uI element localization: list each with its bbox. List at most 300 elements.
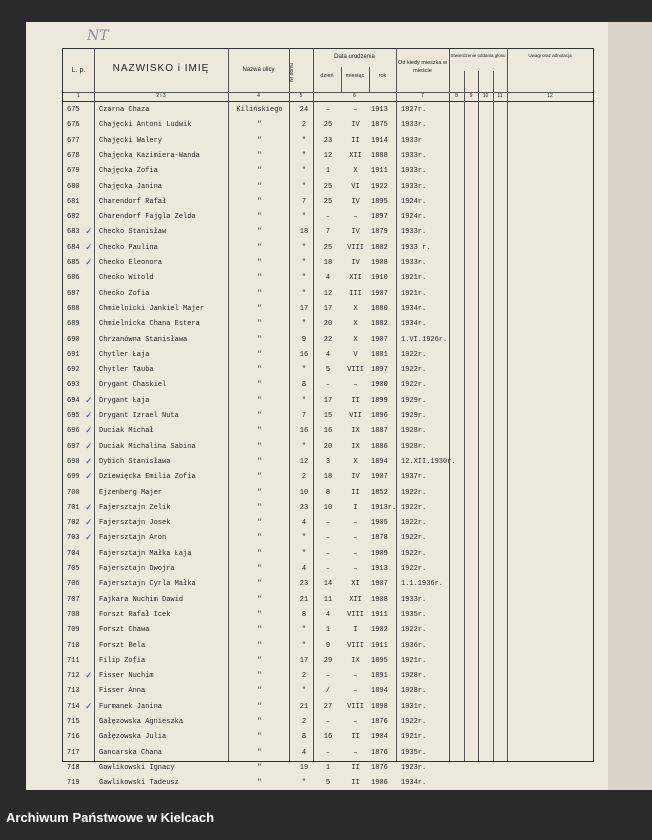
- archive-footer: [0, 800, 652, 840]
- row-year: 1887: [371, 427, 388, 436]
- row-since: 1933 r.: [401, 243, 431, 252]
- row-street: Kilińskiego: [236, 106, 283, 114]
- row-n: 692: [67, 366, 80, 375]
- checkmark: [85, 287, 95, 302]
- row-since: 1922r.: [401, 718, 427, 726]
- row-house: ": [301, 534, 307, 543]
- row-year: 1895: [371, 197, 388, 206]
- row-since: 1921r.: [401, 733, 427, 742]
- row-year: 1880: [371, 304, 388, 313]
- row-day: 11: [323, 595, 333, 604]
- row-day: 12: [323, 289, 333, 298]
- header-num: 2 i 3: [156, 93, 166, 99]
- row-house: 8: [301, 381, 307, 390]
- row-name: Checko Stanisław: [99, 228, 167, 237]
- header-street: Nazwa ulicy: [242, 67, 275, 73]
- row-year: 1886: [371, 442, 388, 451]
- row-name: Gancarska Chana: [99, 748, 163, 757]
- row-since: 1931r.: [401, 702, 427, 711]
- row-house: 7: [301, 412, 307, 420]
- row-name: Checko Witold: [99, 274, 154, 283]
- row-since: 1935r.: [401, 610, 427, 619]
- row-street: ": [257, 213, 262, 222]
- checkmark: [85, 103, 95, 118]
- row-house: ": [301, 366, 307, 375]
- row-street: ": [257, 304, 262, 313]
- row-house: ": [301, 641, 307, 650]
- row-n: 684: [67, 243, 80, 252]
- row-year: 1876: [371, 748, 388, 757]
- row-street: ": [257, 641, 262, 650]
- row-name: Chajęcka Kazimiera-Wanda: [99, 151, 200, 160]
- row-month: X: [353, 167, 358, 176]
- row-day: 25: [323, 197, 333, 206]
- row-year: 1881: [371, 350, 388, 359]
- row-n: 704: [67, 549, 80, 558]
- row-day: 20: [323, 320, 333, 329]
- row-n: 700: [67, 488, 80, 497]
- row-month: X: [353, 335, 358, 344]
- row-year: 1898: [371, 702, 388, 711]
- row-year: 1907: [371, 335, 388, 344]
- header-num: 7: [421, 93, 424, 99]
- checkmark: [85, 118, 95, 133]
- row-n: 685: [67, 259, 80, 267]
- row-month: –: [353, 213, 358, 222]
- row-since: 1928r.: [401, 687, 427, 696]
- checkmark: ✓: [85, 456, 93, 467]
- row-street: ": [257, 350, 262, 359]
- row-day: 9: [325, 641, 331, 650]
- row-n: 675: [67, 106, 80, 114]
- row-month: –: [353, 565, 358, 573]
- row-n: 676: [67, 121, 80, 130]
- row-house: ": [301, 167, 307, 176]
- row-since: 1934r.: [401, 779, 427, 788]
- row-n: 689: [67, 320, 80, 329]
- checkmark: [85, 608, 95, 623]
- row-n: 718: [67, 763, 80, 772]
- header-num: 5: [299, 93, 303, 99]
- row-n: 707: [67, 595, 80, 604]
- row-month: II: [351, 136, 360, 145]
- checkmark: ✓: [85, 227, 93, 238]
- checkmark: [85, 378, 95, 393]
- row-day: 25: [323, 182, 333, 191]
- row-year: 1879: [371, 228, 388, 237]
- row-since: 1933r.: [401, 182, 427, 191]
- checkmark: ✓: [85, 426, 93, 437]
- col-divider: [369, 67, 370, 92]
- row-year: 1897: [371, 366, 388, 375]
- row-name: Chajęcki Antoni Ludwik: [99, 121, 192, 130]
- checkmark: [85, 761, 95, 776]
- row-year: 1900: [371, 381, 388, 390]
- row-name: Forszt Chawa: [99, 626, 150, 635]
- checkmark: [85, 271, 95, 286]
- voter-register-table: [62, 48, 594, 788]
- row-house: 2: [301, 121, 307, 130]
- row-since: 1933r: [401, 136, 423, 145]
- row-n: 714: [67, 702, 80, 711]
- checkmark: [85, 639, 95, 654]
- checkmark: [85, 134, 95, 149]
- checkmark: [85, 317, 95, 332]
- checkmark: ✓: [85, 518, 93, 529]
- row-day: 4: [325, 610, 331, 619]
- header-house: Nr domu: [289, 62, 295, 82]
- checkmark: ✓: [85, 242, 93, 253]
- row-name: Checko Zofia: [99, 289, 150, 298]
- row-year: 1911: [371, 167, 388, 176]
- row-name: Filip Zofia: [99, 656, 146, 665]
- row-day: 18: [323, 473, 333, 482]
- row-month: VIII: [347, 243, 364, 252]
- row-since: 1922r.: [401, 366, 427, 375]
- row-house: ": [301, 243, 307, 252]
- row-name: Chajęcka Janina: [99, 182, 163, 191]
- row-since: 1922r.: [401, 549, 427, 558]
- row-n: 696: [67, 427, 80, 436]
- row-n: 705: [67, 565, 80, 573]
- row-since: 1921r.: [401, 274, 427, 283]
- row-street: ": [257, 748, 262, 757]
- row-name: Checko Paulina: [99, 243, 158, 252]
- row-name: Chajęcki Walery: [99, 136, 163, 145]
- row-street: ": [257, 335, 262, 344]
- row-month: VIII: [347, 366, 364, 375]
- row-n: 690: [67, 335, 80, 344]
- row-day: 1: [325, 626, 331, 635]
- row-since: 1922r.: [401, 503, 427, 512]
- row-name: Fajkara Nuchim Dawid: [99, 595, 184, 604]
- row-street: ": [257, 534, 262, 543]
- row-day: –: [325, 748, 331, 757]
- checkmark: [85, 302, 95, 317]
- row-since: 1929r.: [401, 412, 427, 420]
- row-street: ": [257, 366, 262, 375]
- next-page-edge: [608, 22, 652, 790]
- row-year: 1894: [371, 687, 388, 696]
- row-n: 695: [67, 412, 80, 420]
- row-name: Gawlikowski Ignacy: [99, 763, 175, 772]
- checkmark: ✓: [85, 502, 93, 513]
- row-street: ": [257, 718, 262, 726]
- row-month: VIII: [347, 641, 364, 650]
- checkmark: [85, 623, 95, 638]
- row-street: ": [257, 274, 262, 283]
- row-day: 1: [325, 167, 331, 176]
- row-street: ": [257, 243, 262, 252]
- row-since: 1928r.: [401, 427, 427, 436]
- col-divider: [507, 49, 508, 761]
- row-year: 1911: [371, 641, 388, 650]
- row-house: 16: [299, 350, 309, 359]
- row-n: 715: [67, 718, 80, 726]
- row-month: –: [353, 519, 358, 528]
- row-house: 8: [301, 733, 307, 742]
- row-house: 17: [299, 656, 309, 665]
- row-street: ": [257, 197, 262, 206]
- row-since: 1921r.: [401, 656, 427, 665]
- row-month: II: [351, 396, 360, 405]
- row-month: II: [351, 763, 360, 772]
- header-since: Od kiedy mieszka w mieście: [398, 60, 447, 74]
- row-since: 1927r.: [401, 106, 427, 114]
- row-house: 23: [299, 580, 309, 589]
- row-since: 1933r.: [401, 167, 427, 176]
- row-year: 1852: [371, 488, 388, 497]
- row-house: ": [301, 396, 307, 405]
- row-day: 10: [323, 503, 333, 512]
- row-house: 7: [301, 197, 307, 206]
- row-since: 12.XII.1930r.: [401, 457, 456, 466]
- row-day: 20: [323, 442, 333, 451]
- row-house: 2: [301, 473, 307, 482]
- row-street: ": [257, 396, 262, 405]
- header-num: 9: [469, 93, 473, 99]
- row-year: 1922: [371, 182, 388, 191]
- row-year: 1882: [371, 320, 388, 329]
- row-house: ": [301, 213, 307, 222]
- row-year: 1906: [371, 779, 388, 788]
- row-month: XI: [351, 580, 360, 589]
- row-since: 1922r.: [401, 519, 427, 528]
- row-street: ": [257, 167, 262, 176]
- row-street: ": [257, 656, 262, 665]
- row-house: 24: [299, 106, 309, 114]
- row-year: 1909: [371, 549, 388, 558]
- row-month: IV: [351, 473, 360, 482]
- row-house: ": [301, 687, 307, 696]
- row-day: 12: [323, 151, 333, 160]
- row-street: ": [257, 427, 262, 436]
- row-street: ": [257, 320, 262, 329]
- row-year: 1913: [371, 565, 388, 573]
- col-divider: [493, 71, 494, 761]
- row-day: 14: [323, 580, 333, 589]
- row-day: 5: [325, 779, 331, 788]
- header-num: 1: [77, 93, 80, 99]
- row-n: 682: [67, 213, 80, 222]
- row-house: 17: [299, 304, 309, 313]
- row-n: 711: [67, 656, 80, 665]
- row-year: 1888: [371, 151, 388, 160]
- row-year: 1899: [371, 396, 388, 405]
- row-n: 703: [67, 534, 80, 543]
- row-house: 12: [299, 457, 309, 466]
- header-num: 4: [257, 93, 260, 99]
- header-year: rok: [378, 73, 387, 79]
- row-since: 1.VI.1926r.: [401, 335, 448, 344]
- row-year: 1905: [371, 519, 388, 528]
- col-divider: [464, 71, 465, 761]
- row-house: 18: [299, 228, 309, 237]
- row-month: –: [353, 106, 358, 114]
- row-house: 23: [299, 503, 309, 512]
- row-n: 717: [67, 748, 80, 757]
- row-street: ": [257, 457, 262, 466]
- row-name: Dybich Stanisława: [99, 457, 171, 466]
- row-since: 1933r.: [401, 151, 427, 160]
- row-n: 716: [67, 733, 80, 742]
- row-since: 1935r.: [401, 748, 427, 757]
- row-day: 8: [325, 488, 331, 497]
- header-vote: Stwierdzenie oddania głosu: [450, 53, 506, 58]
- pencil-note: NT: [87, 28, 109, 44]
- row-street: ": [257, 151, 262, 160]
- row-month: IV: [351, 259, 360, 267]
- row-since: 1924r.: [401, 213, 427, 222]
- row-month: III: [349, 289, 362, 298]
- header-lp: L. p.: [71, 67, 86, 74]
- row-day: –: [325, 549, 331, 558]
- row-n: 679: [67, 167, 80, 176]
- row-n: 709: [67, 626, 80, 635]
- row-day: 7: [325, 228, 331, 237]
- col-divider: [396, 49, 397, 761]
- row-street: ": [257, 610, 262, 619]
- row-day: /: [325, 687, 331, 696]
- row-name: Forszt Rafał Icek: [99, 610, 171, 619]
- row-month: IX: [351, 656, 360, 665]
- row-n: 708: [67, 610, 80, 619]
- header-num: 11: [497, 93, 503, 99]
- checkmark: [85, 486, 95, 501]
- row-n: 701: [67, 503, 80, 512]
- row-street: ": [257, 672, 262, 681]
- checkmark: [85, 180, 95, 195]
- row-street: ": [257, 702, 262, 711]
- row-month: X: [353, 304, 358, 313]
- row-day: –: [325, 534, 331, 543]
- row-year: 1911: [371, 610, 388, 619]
- row-street: ": [257, 121, 262, 130]
- header-bottom: [63, 101, 593, 102]
- row-house: ": [301, 151, 307, 160]
- row-since: 1928r.: [401, 672, 427, 681]
- row-street: ": [257, 488, 262, 497]
- row-name: Dziewięcka Emilia Zofia: [99, 473, 196, 482]
- row-name: Fajersztajn Aron: [99, 534, 167, 543]
- row-n: 698: [67, 457, 80, 466]
- row-street: ": [257, 626, 262, 635]
- checkmark: ✓: [85, 395, 93, 406]
- row-month: –: [353, 718, 358, 726]
- row-n: 678: [67, 151, 80, 160]
- row-year: 1908: [371, 259, 388, 267]
- row-n: 681: [67, 197, 80, 206]
- checkmark: [85, 654, 95, 669]
- row-name: Czarna Chaza: [99, 106, 150, 114]
- row-house: ": [301, 289, 307, 298]
- row-month: I: [353, 503, 358, 512]
- row-month: VIII: [347, 610, 364, 619]
- row-day: 22: [323, 335, 333, 344]
- row-name: Chmielnicka Chana Estera: [99, 320, 200, 329]
- row-n: 680: [67, 182, 80, 191]
- row-name: Fajersztajn Cyrla Małka: [99, 580, 196, 589]
- row-day: 16: [323, 733, 333, 742]
- col-divider: [313, 49, 314, 761]
- row-day: 16: [323, 427, 333, 436]
- header-birthdate: Data urodzenia: [334, 54, 375, 60]
- col-divider: [228, 49, 229, 761]
- checkmark: ✓: [85, 441, 93, 452]
- row-month: VIII: [347, 702, 364, 711]
- row-month: II: [351, 779, 360, 788]
- header-name: NAZWISKO i IMIĘ: [112, 63, 210, 74]
- row-street: ": [257, 595, 262, 604]
- checkmark: [85, 577, 95, 592]
- row-name: Duciak Michalina Sabina: [99, 442, 196, 451]
- checkmark: ✓: [85, 701, 93, 712]
- row-year: 1875: [371, 121, 388, 130]
- row-day: –: [325, 519, 331, 528]
- row-n: 719: [67, 779, 80, 788]
- row-street: ": [257, 182, 262, 191]
- row-house: ": [301, 182, 307, 191]
- archive-name: Archiwum Państwowe w Kielcach: [6, 810, 215, 825]
- row-house: 8: [301, 610, 307, 619]
- row-day: 23: [323, 136, 333, 145]
- row-day: 15: [323, 412, 333, 420]
- col-divider: [289, 49, 290, 761]
- row-since: 1922r.: [401, 350, 427, 359]
- row-day: 29: [323, 656, 333, 665]
- row-street: ": [257, 519, 262, 528]
- checkmark: [85, 730, 95, 745]
- row-n: 693: [67, 381, 80, 390]
- row-month: I: [353, 626, 358, 635]
- row-house: ": [301, 442, 307, 451]
- row-month: IV: [351, 197, 360, 206]
- row-n: 686: [67, 274, 80, 283]
- header-remarks: Uwagi oraz adnotacja: [528, 53, 572, 58]
- row-month: –: [353, 748, 358, 757]
- row-street: ": [257, 412, 262, 420]
- row-house: 21: [299, 595, 309, 604]
- row-name: Furmanek Janina: [99, 702, 163, 711]
- row-name: Chrzanówna Stanisława: [99, 335, 188, 344]
- row-house: 2: [301, 672, 307, 681]
- row-since: 1934r.: [401, 304, 427, 313]
- row-name: Chajęcka Zofia: [99, 167, 158, 176]
- row-since: 1933r.: [401, 121, 427, 130]
- checkmark: [85, 149, 95, 164]
- row-month: –: [353, 672, 358, 681]
- row-n: 697: [67, 442, 80, 451]
- row-since: 1922r.: [401, 381, 427, 390]
- row-month: –: [353, 534, 358, 543]
- row-year: 1878: [371, 534, 388, 543]
- row-street: ": [257, 763, 262, 772]
- row-name: Fajersztajn Dwojra: [99, 565, 175, 573]
- row-street: ": [257, 228, 262, 237]
- row-name: Fisser Anna: [99, 687, 146, 696]
- row-since: 1923r.: [401, 763, 427, 772]
- row-day: 18: [323, 259, 333, 267]
- row-month: –: [353, 687, 358, 696]
- row-name: Forszt Bela: [99, 641, 146, 650]
- checkmark: ✓: [85, 411, 93, 421]
- row-day: 1: [325, 763, 331, 772]
- row-house: ": [301, 259, 307, 267]
- row-n: 712: [67, 672, 80, 681]
- row-year: 1897: [371, 213, 388, 222]
- row-month: IV: [351, 121, 360, 130]
- row-name: Chytler Tauba: [99, 366, 154, 375]
